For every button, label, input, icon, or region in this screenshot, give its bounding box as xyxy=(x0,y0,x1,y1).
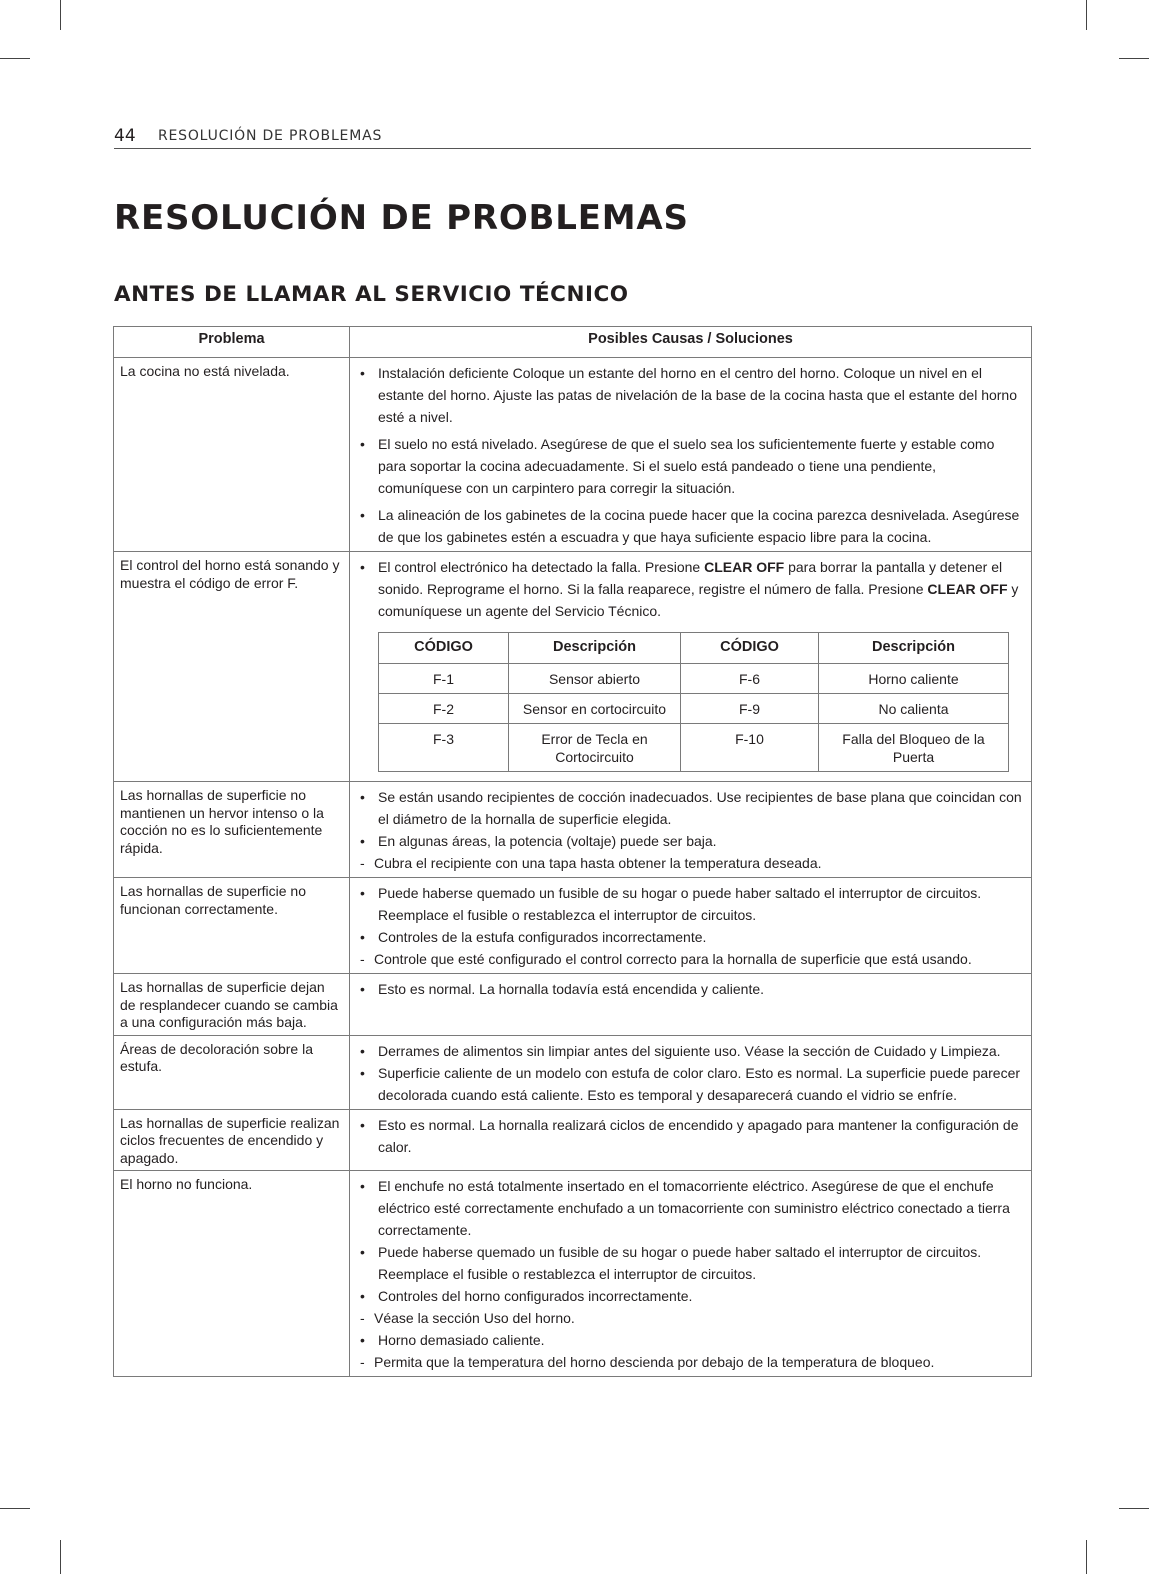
solution-cell xyxy=(350,1109,1032,1171)
crop-mark xyxy=(1086,1540,1087,1574)
solution-subitem: - Controle que esté configurado el control correcto para la hornalla de superficie que está usando. xyxy=(356,948,1023,970)
error-code: F-6 xyxy=(681,664,819,694)
column-header-solutions: Posibles Causas / Soluciones xyxy=(350,327,1032,358)
crop-mark xyxy=(60,0,61,30)
solution-cell xyxy=(350,1171,1032,1377)
problem-cell: Las hornallas de superficie no funcionan correctamente. xyxy=(114,878,350,974)
solution-subitem: - Cubra el recipiente con una tapa hasta obtener la temperatura deseada. xyxy=(356,852,1023,874)
troubleshooting-table xyxy=(113,326,1032,1377)
error-description: Sensor abierto xyxy=(509,664,681,694)
solution-item: • La alineación de los gabinetes de la cocina puede hacer que la cocina parezca desnivelada. Asegúrese de que los gabinetes estén a escuadra y que haya suficiente espacio libre para la cocina. xyxy=(356,504,1023,548)
column-header-problem: Problema xyxy=(114,327,350,358)
crop-mark xyxy=(1119,58,1149,59)
code-table-header-row xyxy=(379,633,1009,664)
running-header xyxy=(114,124,1031,149)
code-header: CÓDIGO xyxy=(379,633,509,664)
table-row xyxy=(114,1035,1032,1109)
solution-item: • Puede haberse quemado un fusible de su hogar o puede haber saltado el interruptor de circuitos. Reemplace el fusible o restablezca el interruptor de circuitos. xyxy=(356,882,1023,926)
solution-item: • En algunas áreas, la potencia (voltaje) puede ser baja. xyxy=(356,830,1023,852)
error-code: F-1 xyxy=(379,664,509,694)
solution-item: • Controles del horno configurados incorrectamente. xyxy=(356,1285,1023,1307)
crop-mark xyxy=(1119,1508,1149,1509)
crop-mark xyxy=(1086,0,1087,30)
problem-cell: El control del horno está sonando y muestra el código de error F. xyxy=(114,552,350,782)
solution-item: • Esto es normal. La hornalla realizará ciclos de encendido y apagado para mantener la configuración de calor. xyxy=(356,1114,1023,1158)
solution-item xyxy=(356,556,1023,622)
table-row xyxy=(114,878,1032,974)
table-row xyxy=(114,358,1032,552)
error-code: F-9 xyxy=(681,694,819,724)
error-code: F-2 xyxy=(379,694,509,724)
code-row xyxy=(379,724,1009,772)
table-row xyxy=(114,1109,1032,1171)
crop-mark xyxy=(60,1540,61,1574)
error-description: Horno caliente xyxy=(819,664,1009,694)
problem-cell: La cocina no está nivelada. xyxy=(114,358,350,552)
solution-item: • Derrames de alimentos sin limpiar antes del siguiente uso. Véase la sección de Cuidado y Limpieza. xyxy=(356,1040,1023,1062)
clear-off-key: CLEAR OFF xyxy=(704,559,785,575)
error-description: No calienta xyxy=(819,694,1009,724)
solution-text: y comuníquese un agente del Servicio Técnico. xyxy=(378,581,1019,619)
page-number: 44 xyxy=(114,126,136,146)
problem-cell: Las hornallas de superficie dejan de resplandecer cuando se cambia a una configuración más baja. xyxy=(114,974,350,1036)
table-row xyxy=(114,974,1032,1036)
description-header: Descripción xyxy=(509,633,681,664)
code-header: CÓDIGO xyxy=(681,633,819,664)
clear-off-key: CLEAR OFF xyxy=(927,581,1008,597)
section-subtitle: ANTES DE LLAMAR AL SERVICIO TÉCNICO xyxy=(114,282,629,307)
table-row xyxy=(114,782,1032,878)
solution-cell xyxy=(350,552,1032,782)
solution-item: • El suelo no está nivelado. Asegúrese de que el suelo sea los suficientemente fuerte y estable como para soportar la cocina adecuadamente. Si el suelo está pandeado o tiene una pendiente, comuníquese con un carpintero para corregir la situación. xyxy=(356,433,1023,499)
problem-cell: El horno no funciona. xyxy=(114,1171,350,1377)
error-description: Falla del Bloqueo de la Puerta xyxy=(819,724,1009,772)
solution-cell xyxy=(350,782,1032,878)
error-description: Error de Tecla en Cortocircuito xyxy=(509,724,681,772)
solution-cell xyxy=(350,358,1032,552)
code-row xyxy=(379,694,1009,724)
solution-item: • Superficie caliente de un modelo con estufa de color claro. Esto es normal. La superficie puede parecer decolorada cuando está caliente. Esto es temporal y desaparecerá cuando el vidrio se enfríe. xyxy=(356,1062,1023,1106)
table-header-row xyxy=(114,327,1032,358)
solution-item: • Controles de la estufa configurados incorrectamente. xyxy=(356,926,1023,948)
solution-item: • Instalación deficiente Coloque un estante del horno en el centro del horno. Coloque un nivel en el estante del horno. Ajuste las patas de nivelación de la base de la cocina hasta que el estante del horno esté a nivel. xyxy=(356,362,1023,428)
crop-mark xyxy=(0,1508,30,1509)
description-header: Descripción xyxy=(819,633,1009,664)
table-row xyxy=(114,552,1032,782)
running-section-title: RESOLUCIÓN DE PROBLEMAS xyxy=(158,128,383,144)
solution-text: para borrar la pantalla y detener el sonido. Reprograme el horno. Si la falla reaparece, registre el número de falla. Presione xyxy=(378,559,1003,597)
error-code: F-10 xyxy=(681,724,819,772)
page-title: RESOLUCIÓN DE PROBLEMAS xyxy=(114,198,689,238)
problem-cell: Las hornallas de superficie no mantienen un hervor intenso o la cocción no es lo suficientemente rápida. xyxy=(114,782,350,878)
solution-cell xyxy=(350,878,1032,974)
solution-item: • Puede haberse quemado un fusible de su hogar o puede haber saltado el interruptor de circuitos. Reemplace el fusible o restablezca el interruptor de circuitos. xyxy=(356,1241,1023,1285)
error-description: Sensor en cortocircuito xyxy=(509,694,681,724)
solution-item: • Esto es normal. La hornalla todavía está encendida y caliente. xyxy=(356,978,1023,1000)
error-code-table xyxy=(378,632,1009,772)
solution-cell xyxy=(350,1035,1032,1109)
error-code: F-3 xyxy=(379,724,509,772)
solution-subitem: - Véase la sección Uso del horno. xyxy=(356,1307,1023,1329)
crop-mark xyxy=(0,58,30,59)
code-row xyxy=(379,664,1009,694)
problem-cell: Las hornallas de superficie realizan ciclos frecuentes de encendido y apagado. xyxy=(114,1109,350,1171)
solution-item: • Horno demasiado caliente. xyxy=(356,1329,1023,1351)
solution-item: • El enchufe no está totalmente insertado en el tomacorriente eléctrico. Asegúrese de que el enchufe eléctrico esté correctamente enchufado a un tomacorriente con suministro eléctrico conectado a tierra correctamente. xyxy=(356,1175,1023,1241)
problem-cell: Áreas de decoloración sobre la estufa. xyxy=(114,1035,350,1109)
solution-item: • Se están usando recipientes de cocción inadecuados. Use recipientes de base plana que coincidan con el diámetro de la hornalla de superficie elegida. xyxy=(356,786,1023,830)
table-row xyxy=(114,1171,1032,1377)
solution-text: El control electrónico ha detectado la falla. Presione xyxy=(378,559,705,575)
solution-cell xyxy=(350,974,1032,1036)
solution-subitem: - Permita que la temperatura del horno descienda por debajo de la temperatura de bloqueo. xyxy=(356,1351,1023,1373)
